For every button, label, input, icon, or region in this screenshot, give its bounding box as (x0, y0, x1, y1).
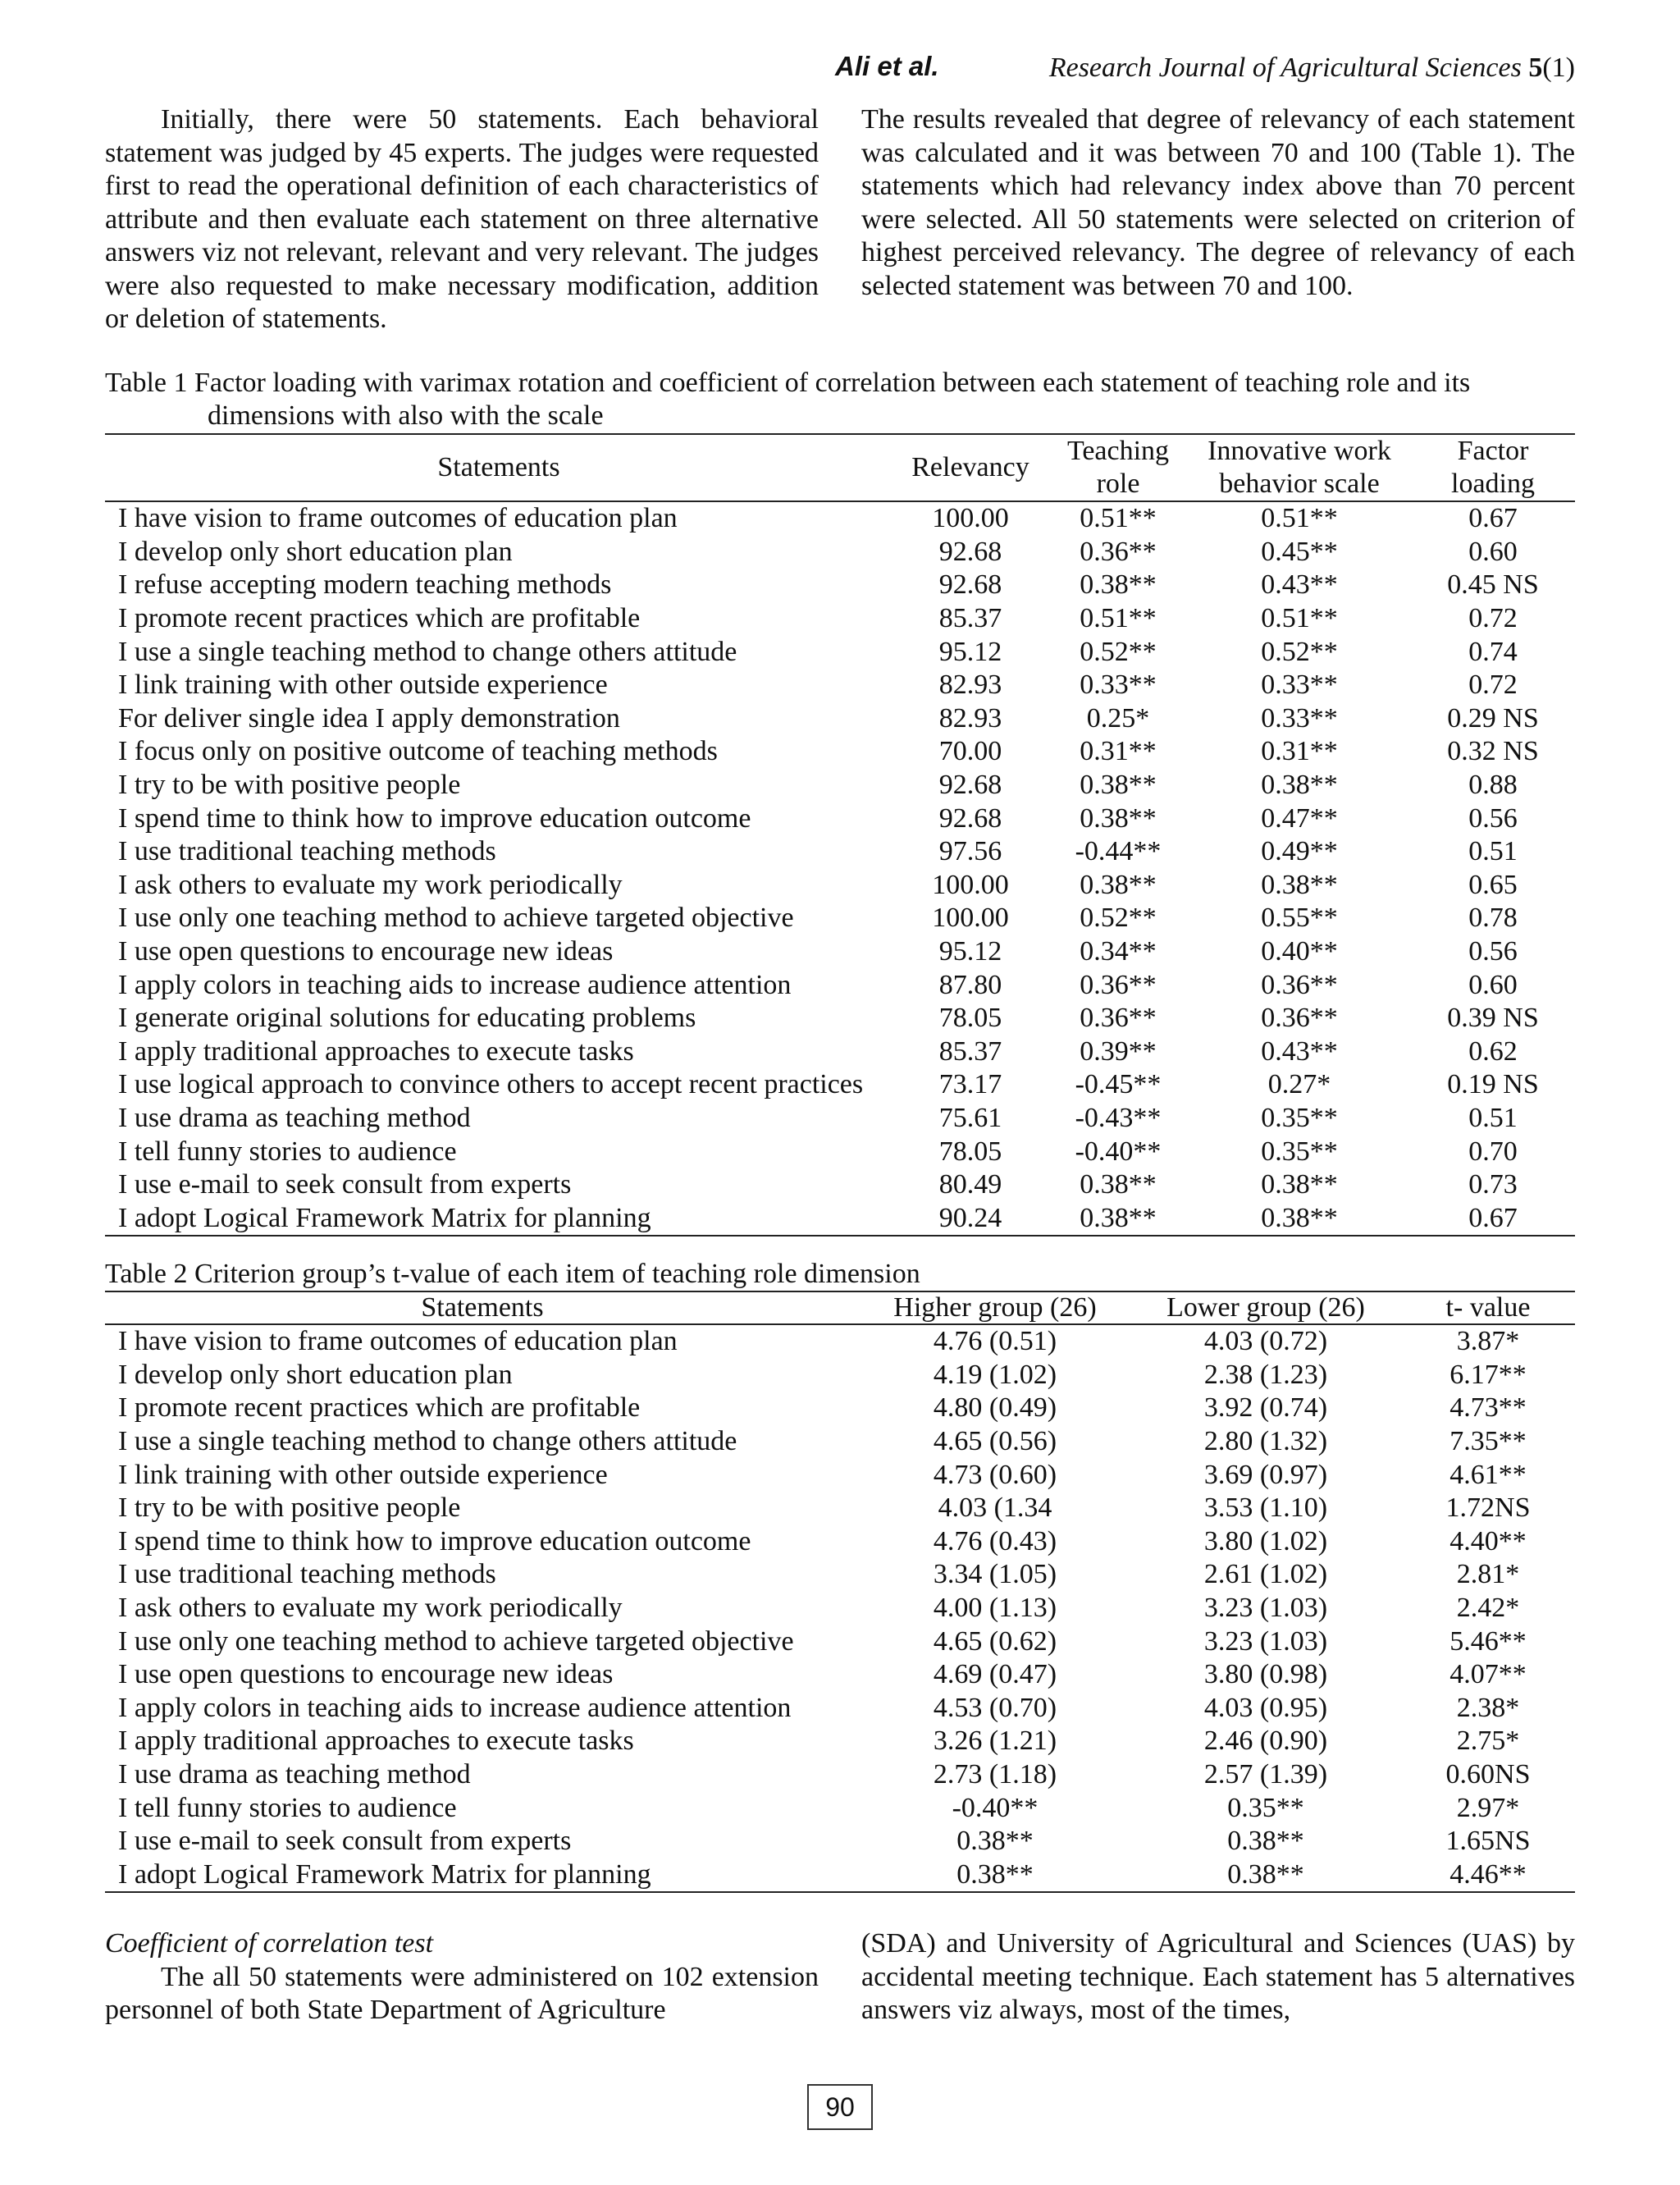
table2-row (105, 1791, 1575, 1825)
table1-value-cell: 0.38** (1080, 802, 1157, 834)
table1-value-cell: 0.38** (1048, 1201, 1188, 1236)
table2-value-cell: 0.35** (1227, 1792, 1304, 1823)
table2-row (105, 1625, 1575, 1658)
table1-value-cell: 95.12 (938, 636, 1002, 667)
table2-row (105, 1458, 1575, 1492)
table1-value-cell: 90.24 (892, 1201, 1048, 1236)
table1-value-cell: 0.36** (1261, 1003, 1338, 1034)
table2-value-cell: 2.38 (1.23) (1203, 1359, 1328, 1390)
table2-statement-cell: I use a single teaching method to change others attitude (118, 1426, 737, 1457)
table1-value-cell: 0.65 (1468, 869, 1518, 900)
table2-row (105, 1758, 1575, 1792)
table2-value-cell: 1.65NS (1445, 1826, 1531, 1857)
table2-value-cell: -0.40** (952, 1792, 1039, 1823)
table1-statement-cell: I apply traditional approaches to execute tasks (118, 1035, 634, 1067)
table1-value-cell: 0.51** (1080, 503, 1157, 534)
table2-value-cell: 3.23 (1.03) (1203, 1593, 1328, 1624)
table2-value-cell: 4.73 (0.60) (933, 1459, 1057, 1490)
table2-value-cell: 4.65 (0.56) (933, 1426, 1057, 1457)
table1-value-cell: 0.56 (1468, 936, 1518, 967)
table2-value-cell: 3.92 (0.74) (1203, 1392, 1328, 1424)
table1-value-cell: 73.17 (938, 1069, 1002, 1100)
table1-row (105, 1035, 1575, 1069)
table2-value-cell: 2.57 (1.39) (1203, 1759, 1328, 1790)
table2-statement-cell: I ask others to evaluate my work periodically (118, 1593, 623, 1624)
table1-value-cell: 0.38** (1261, 869, 1338, 900)
table1-statement-cell: I have vision to frame outcomes of education plan (118, 503, 678, 534)
table1-header-teaching-role: Teaching role (1048, 434, 1188, 501)
table1-value-cell: 0.45 NS (1447, 569, 1539, 601)
table1-row (105, 1168, 1575, 1202)
table2-row (105, 1825, 1575, 1858)
table2-value-cell: 4.07** (1449, 1659, 1527, 1690)
table2-value-cell: 2.42* (1456, 1593, 1520, 1624)
table2-statement-cell: I adopt Logical Framework Matrix for planning (105, 1858, 860, 1893)
table1-value-cell: 80.49 (938, 1169, 1002, 1200)
table2-row (105, 1558, 1575, 1592)
table1-value-cell: 0.67 (1411, 1201, 1575, 1236)
table1-value-cell: 0.38** (1080, 869, 1157, 900)
table1-value-cell: 0.45** (1261, 536, 1338, 567)
table2-value-cell: 4.03 (0.95) (1203, 1692, 1328, 1723)
table1-value-cell: 0.31** (1080, 736, 1157, 767)
table1-value-cell: 0.33** (1261, 702, 1338, 734)
section-left-column (105, 1927, 819, 2027)
table1-value-cell: 100.00 (932, 503, 1009, 534)
table2-statement-cell: I try to be with positive people (118, 1492, 461, 1524)
table1-value-cell: 0.73 (1468, 1169, 1518, 1200)
table2-value-cell: 4.80 (0.49) (933, 1392, 1057, 1424)
table2-statement-cell: I develop only short education plan (118, 1359, 513, 1390)
table2-statement-cell: I use only one teaching method to achieve targeted objective (118, 1625, 794, 1657)
table1-value-cell: 0.32 NS (1447, 736, 1539, 767)
table1-value-cell: 0.36** (1261, 969, 1338, 1000)
table1-statement-cell: I link training with other outside experience (118, 670, 608, 701)
table1-value-cell: 0.60 (1468, 969, 1518, 1000)
table1-value-cell: 78.05 (938, 1136, 1002, 1167)
table1-value-cell: 0.51 (1468, 1102, 1518, 1133)
table2-value-cell: 3.69 (0.97) (1203, 1459, 1328, 1490)
table1-row (105, 935, 1575, 969)
table1-value-cell: 0.60 (1468, 536, 1518, 567)
table1-value-cell: 0.72 (1468, 603, 1518, 634)
table1-value-cell: 0.78 (1468, 903, 1518, 934)
table2-value-cell: 3.23 (1.03) (1203, 1625, 1328, 1657)
table1-value-cell: 0.38** (1261, 1169, 1338, 1200)
table1-value-cell: 85.37 (938, 1035, 1002, 1067)
table1-row (105, 569, 1575, 602)
table1-value-cell: 0.38** (1080, 770, 1157, 801)
table2-header-lower-group: Lower group (26) (1130, 1291, 1401, 1324)
table1-value-cell: 85.37 (938, 603, 1002, 634)
running-head (105, 51, 1575, 92)
table1-value-cell: 0.19 NS (1447, 1069, 1539, 1100)
table1-value-cell: 0.55** (1261, 903, 1338, 934)
table1-row (105, 1002, 1575, 1035)
table1-row (105, 702, 1575, 736)
table1-statement-cell: I apply colors in teaching aids to increase audience attention (118, 969, 792, 1000)
table1-row (105, 802, 1575, 835)
table1-value-cell: 0.36** (1080, 1003, 1157, 1034)
table2-value-cell: 2.75* (1456, 1726, 1520, 1757)
table1-value-cell: 82.93 (938, 670, 1002, 701)
table2-value-cell: 3.26 (1.21) (933, 1726, 1057, 1757)
table1-row (105, 902, 1575, 935)
table1-row (105, 602, 1575, 636)
table2-value-cell: 2.73 (1.18) (933, 1759, 1057, 1790)
table2-statement-cell: I link training with other outside experience (118, 1459, 608, 1490)
table2-value-cell: 2.38* (1456, 1692, 1520, 1723)
section-paragraph-right: (SDA) and University of Agricultural and Sciences (UAS) by accidental meeting technique. Each statement has 5 alternatives answers viz always, most of the times, (861, 1928, 1575, 2025)
table1-caption: Table 1 Factor loading with varimax rotation and coefficient of correlation between each statement of teaching role and its dimensions with also with the scale (105, 368, 1471, 431)
table2-value-cell: 0.38** (1130, 1858, 1401, 1893)
table1-statement-cell: I try to be with positive people (118, 770, 461, 801)
table2-statement-cell: I use open questions to encourage new ideas (118, 1659, 614, 1690)
table1-row (105, 1201, 1575, 1236)
table2-statement-cell: I use traditional teaching methods (118, 1559, 496, 1590)
table1-value-cell: 0.33** (1080, 670, 1157, 701)
table1-value-cell: 92.68 (938, 536, 1002, 567)
table2-row (105, 1392, 1575, 1425)
table1-value-cell: 0.52** (1261, 636, 1338, 667)
table2-value-cell: 4.40** (1449, 1525, 1527, 1556)
table1-row (105, 669, 1575, 702)
table2-value-cell: 4.19 (1.02) (933, 1359, 1057, 1390)
table1-statement-cell: I ask others to evaluate my work periodically (118, 869, 623, 900)
table1-statement-cell: I adopt Logical Framework Matrix for planning (105, 1201, 892, 1236)
table1-statement-cell: I use logical approach to convince others to accept recent practices (118, 1069, 864, 1100)
table1-value-cell: 78.05 (938, 1003, 1002, 1034)
table1-statement-cell: I promote recent practices which are profitable (118, 603, 641, 634)
table2-caption: Table 2 Criterion group’s t-value of each item of teaching role dimension (105, 1259, 920, 1289)
table2-value-cell: 2.80 (1.32) (1203, 1426, 1328, 1457)
table1-value-cell: 92.68 (938, 569, 1002, 601)
table2-body (105, 1324, 1575, 1892)
table2-row (105, 1858, 1575, 1893)
section-paragraph-left: The all 50 statements were administered on 102 extension personnel of both State Department of Agriculture (105, 1961, 819, 2025)
table2-value-cell: 3.80 (1.02) (1203, 1525, 1328, 1556)
table2-row (105, 1359, 1575, 1392)
table2-value-cell: 2.46 (0.90) (1203, 1726, 1328, 1757)
table1-value-cell: 0.51 (1468, 836, 1518, 867)
table2-row (105, 1324, 1575, 1359)
table1-value-cell: 0.51** (1080, 603, 1157, 634)
table1-value-cell: 0.31** (1261, 736, 1338, 767)
table1-value-cell: 82.93 (938, 702, 1002, 734)
table1-value-cell: -0.45** (1075, 1069, 1162, 1100)
table2-value-cell: 4.53 (0.70) (933, 1692, 1057, 1723)
table2-value-cell: 2.81* (1456, 1559, 1520, 1590)
table1-value-cell: 0.52** (1080, 636, 1157, 667)
table1-value-cell: 92.68 (938, 770, 1002, 801)
table2-statement-cell: I apply colors in teaching aids to increase audience attention (118, 1692, 792, 1723)
table1-value-cell: 0.47** (1261, 802, 1338, 834)
table2-statement-cell: I use drama as teaching method (118, 1759, 471, 1790)
table1-statement-cell: I use open questions to encourage new ideas (118, 936, 614, 967)
table1-statement-cell: For deliver single idea I apply demonstration (118, 702, 620, 734)
table1-header-row (105, 434, 1575, 501)
journal-citation (1049, 53, 1575, 84)
table2-row (105, 1692, 1575, 1726)
table1-row (105, 769, 1575, 802)
table1-row (105, 501, 1575, 536)
table1-value-cell: 0.35** (1261, 1102, 1338, 1133)
table2-statement-cell: I apply traditional approaches to execute tasks (118, 1726, 634, 1757)
intro-paragraph-left: Initially, there were 50 statements. Each behavioral statement was judged by 45 experts. The judges were requested first to read the operational definition of each characteristics of attribute and then evaluate each statement on three alternative answers viz not relevant, relevant and very relevant. The judges were also requested to make necessary modification, addition or deletion of statements. (105, 104, 819, 334)
table1-statement-cell: I generate original solutions for educating problems (118, 1003, 696, 1034)
table1-value-cell: 70.00 (938, 736, 1002, 767)
table2-statement-cell: I use e-mail to seek consult from experts (118, 1826, 572, 1857)
table1-row (105, 968, 1575, 1002)
table1-statement-cell: I develop only short education plan (118, 536, 513, 567)
table1-value-cell: 0.43** (1261, 569, 1338, 601)
table1-header-relevancy: Relevancy (892, 434, 1048, 501)
table1-row (105, 869, 1575, 903)
table2-value-cell: 7.35** (1449, 1426, 1527, 1457)
table1-value-cell: 0.34** (1080, 936, 1157, 967)
table1-header-innovative-scale: Innovative work behavior scale (1188, 434, 1411, 501)
table1-value-cell: 0.25* (1086, 702, 1150, 734)
table2-value-cell: 4.46** (1401, 1858, 1575, 1893)
table1-value-cell: 0.27* (1267, 1069, 1331, 1100)
table1-value-cell: 75.61 (938, 1102, 1002, 1133)
table1-statement-cell: I spend time to think how to improve education outcome (118, 802, 751, 834)
table1-header-factor-loading: Factor loading (1411, 434, 1575, 501)
table2-value-cell: 0.38** (860, 1858, 1130, 1893)
table1-value-cell: 0.36** (1080, 536, 1157, 567)
table1-value-cell: 0.38** (1080, 1169, 1157, 1200)
table1-value-cell: -0.44** (1075, 836, 1162, 867)
table1 (105, 433, 1575, 1236)
table1-value-cell: 100.00 (932, 903, 1009, 934)
author-line: Ali et al. (835, 51, 939, 81)
table1-value-cell: 0.56 (1468, 802, 1518, 834)
table2-value-cell: 4.61** (1449, 1459, 1527, 1490)
table1-row (105, 735, 1575, 769)
table1-value-cell: 0.36** (1080, 969, 1157, 1000)
table1-value-cell: 0.88 (1468, 770, 1518, 801)
table1-value-cell: 0.39** (1080, 1035, 1157, 1067)
table2-row (105, 1592, 1575, 1625)
table1-value-cell: 95.12 (938, 936, 1002, 967)
table1-value-cell: 87.80 (938, 969, 1002, 1000)
table1-value-cell: 0.38** (1188, 1201, 1411, 1236)
table1-statement-cell: I use drama as teaching method (118, 1102, 471, 1133)
table2-value-cell: 4.76 (0.51) (933, 1326, 1057, 1357)
table2-value-cell: 0.38** (1227, 1826, 1304, 1857)
table2-value-cell: 4.03 (1.34 (938, 1492, 1052, 1524)
table1-statement-cell: I use only one teaching method to achieve targeted objective (118, 903, 794, 934)
section-right-column (861, 1927, 1575, 2027)
table1-value-cell: 0.38** (1080, 569, 1157, 601)
table1-row (105, 1135, 1575, 1168)
table2-value-cell: 1.72NS (1445, 1492, 1531, 1524)
table1-value-cell: 0.49** (1261, 836, 1338, 867)
table2-value-cell: 2.97* (1456, 1792, 1520, 1823)
table2-row (105, 1425, 1575, 1459)
table1-value-cell: 100.00 (932, 869, 1009, 900)
journal-volume: 5 (1528, 53, 1543, 83)
table2-statement-cell: I promote recent practices which are profitable (118, 1392, 641, 1424)
table1-row (105, 1068, 1575, 1102)
journal-issue: (1) (1542, 53, 1575, 83)
table1-value-cell: 0.40** (1261, 936, 1338, 967)
table2-statement-cell: I tell funny stories to audience (118, 1792, 457, 1823)
table2-value-cell: 4.73** (1449, 1392, 1527, 1424)
table1-value-cell: 0.62 (1468, 1035, 1518, 1067)
table2-row (105, 1725, 1575, 1758)
table1-statement-cell: I use a single teaching method to change others attitude (118, 636, 737, 667)
table1-statement-cell: I tell funny stories to audience (118, 1136, 457, 1167)
table1-value-cell: 0.74 (1468, 636, 1518, 667)
table2-value-cell: 4.65 (0.62) (933, 1625, 1057, 1657)
table2-value-cell: 3.53 (1.10) (1203, 1492, 1328, 1524)
table1-row (105, 1102, 1575, 1136)
table2-value-cell: 6.17** (1449, 1359, 1527, 1390)
table1-body (105, 501, 1575, 1236)
table1-value-cell: 0.67 (1468, 503, 1518, 534)
table1-row (105, 835, 1575, 869)
intro-right-column (861, 103, 1575, 303)
table1-value-cell: 0.43** (1261, 1035, 1338, 1067)
table1-value-cell: 0.52** (1080, 903, 1157, 934)
table1-value-cell: -0.40** (1075, 1136, 1162, 1167)
table1-value-cell: 0.38** (1261, 770, 1338, 801)
page-number: 90 (807, 2084, 873, 2130)
table2-row (105, 1492, 1575, 1525)
table2-value-cell: 4.03 (0.72) (1203, 1326, 1328, 1357)
table2-row (105, 1525, 1575, 1559)
table1-value-cell: 0.33** (1261, 670, 1338, 701)
table1-value-cell: 0.35** (1261, 1136, 1338, 1167)
table1-statement-cell: I use traditional teaching methods (118, 836, 496, 867)
journal-name: Research Journal of Agricultural Sciences (1048, 53, 1522, 83)
table1-value-cell: 92.68 (938, 802, 1002, 834)
table2-value-cell: 5.46** (1449, 1625, 1527, 1657)
table2-value-cell: 0.38** (956, 1826, 1034, 1857)
table2-value-cell: 0.60NS (1445, 1759, 1531, 1790)
table1-header-statements: Statements (105, 434, 892, 501)
table2-value-cell: 3.80 (0.98) (1203, 1659, 1328, 1690)
table1-statement-cell: I refuse accepting modern teaching methods (118, 569, 612, 601)
table1-statement-cell: I use e-mail to seek consult from experts (118, 1169, 572, 1200)
table2-header-statements: Statements (105, 1291, 860, 1324)
table1-row (105, 635, 1575, 669)
intro-left-column (105, 103, 819, 336)
table2-statement-cell: I spend time to think how to improve education outcome (118, 1525, 751, 1556)
table2-value-cell: 4.76 (0.43) (933, 1525, 1057, 1556)
table2-header-row (105, 1291, 1575, 1324)
table2-value-cell: 2.61 (1.02) (1203, 1559, 1328, 1590)
table1-value-cell: 0.51** (1261, 503, 1338, 534)
table2-value-cell: 3.34 (1.05) (933, 1559, 1057, 1590)
table2-value-cell: 3.87* (1456, 1326, 1520, 1357)
table2-header-higher-group: Higher group (26) (860, 1291, 1130, 1324)
table1-value-cell: 0.70 (1468, 1136, 1518, 1167)
intro-paragraph-right: The results revealed that degree of relevancy of each statement was calculated and it was between 70 and 100 (Table 1). The statements which had relevancy index above than 70 percent were selected. All 50 statements were selected on criterion of highest perceived relevancy. The degree of relevancy of each selected statement was between 70 and 100. (861, 104, 1575, 301)
table2 (105, 1291, 1575, 1893)
table2-value-cell: 4.69 (0.47) (933, 1659, 1057, 1690)
table1-value-cell: -0.43** (1075, 1102, 1162, 1133)
table1-value-cell: 0.51** (1261, 603, 1338, 634)
table1-value-cell: 97.56 (938, 836, 1002, 867)
table1-value-cell: 0.29 NS (1447, 702, 1539, 734)
table2-header-t-value: t- value (1401, 1291, 1575, 1324)
table2-statement-cell: I have vision to frame outcomes of education plan (118, 1326, 678, 1357)
table1-row (105, 536, 1575, 569)
table2-value-cell: 4.00 (1.13) (933, 1593, 1057, 1624)
table2-row (105, 1658, 1575, 1692)
section-heading: Coefficient of correlation test (105, 1928, 434, 1959)
table1-statement-cell: I focus only on positive outcome of teaching methods (118, 736, 718, 767)
table1-value-cell: 0.39 NS (1447, 1003, 1539, 1034)
table1-value-cell: 0.72 (1468, 670, 1518, 701)
